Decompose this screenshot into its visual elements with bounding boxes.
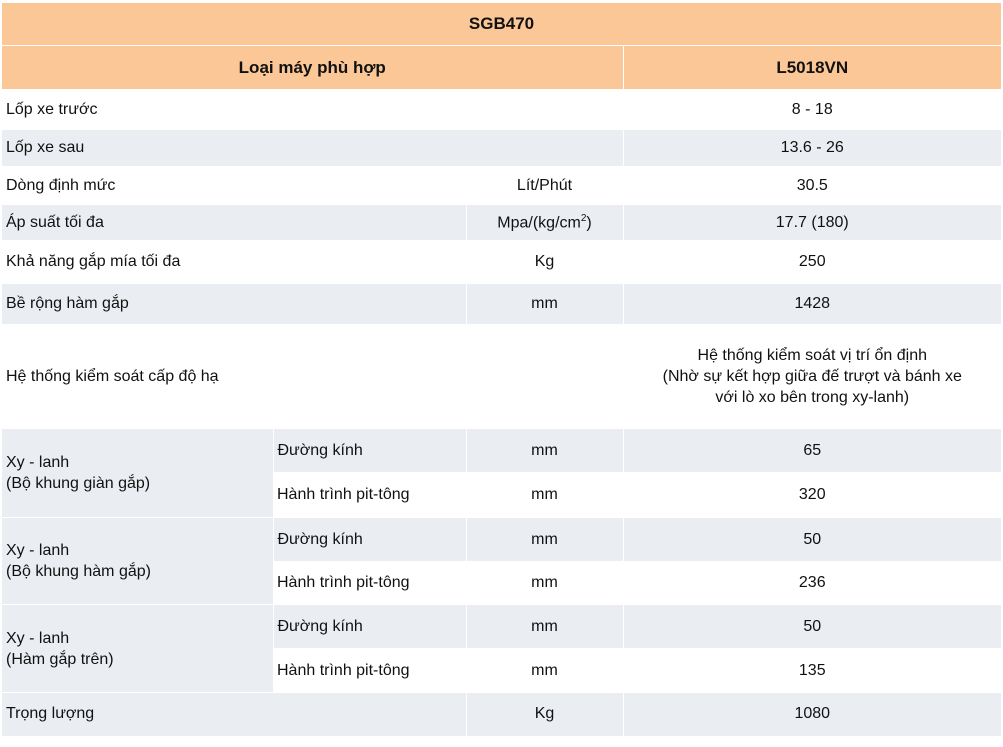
header-value: L5018VN: [623, 46, 1001, 90]
row-unit: Lít/Phút: [466, 167, 623, 205]
row-value: 30.5: [623, 167, 1001, 205]
table-row: [2, 130, 1001, 167]
row-value: 236: [623, 562, 1001, 605]
row-unit: mm: [466, 518, 623, 562]
row-unit: mm: [466, 562, 623, 605]
row-label: Hành trình pit-tông: [273, 473, 466, 518]
cylinder-label-line: Xy - lanh: [6, 454, 70, 471]
table-row: [2, 429, 1001, 473]
row-label: Hệ thống kiểm soát cấp độ hạ: [2, 325, 623, 429]
cylinder-label: [2, 605, 273, 693]
value-line: Hệ thống kiểm soát vị trí ổn định: [697, 347, 927, 364]
header-row: [2, 46, 1001, 90]
row-label: Hành trình pit-tông: [273, 649, 466, 693]
unit-base: Mpa/(kg/cm: [497, 214, 581, 232]
value-line: với lò xo bên trong xy-lanh): [715, 389, 910, 406]
row-label: Lốp xe sau: [2, 130, 623, 167]
cylinder-label: [2, 518, 273, 605]
row-label: Đường kính: [273, 429, 466, 473]
row-label: Khả năng gắp mía tối đa: [2, 241, 466, 284]
row-label: Trọng lượng: [2, 693, 466, 736]
row-value: 17.7 (180): [623, 205, 1001, 241]
cylinder-label-line: (Bộ khung hàm gắp): [6, 563, 151, 580]
table-row: [2, 693, 1001, 736]
cylinder-label-line: Xy - lanh: [6, 542, 70, 559]
value-line: (Nhờ sự kết hợp giữa đế trượt và bánh xe: [662, 368, 962, 385]
row-label: Áp suất tối đa: [2, 205, 466, 241]
unit-superscript: 2: [580, 212, 587, 224]
unit-close: ): [586, 214, 592, 232]
cylinder-label-line: Xy - lanh: [6, 629, 70, 647]
row-label: Dòng định mức: [2, 167, 466, 205]
spec-table: [2, 2, 1001, 736]
row-value: 135: [623, 649, 1001, 693]
row-value: 250: [623, 241, 1001, 284]
model-row: [2, 3, 1001, 46]
row-unit: [466, 205, 623, 241]
table-row: [2, 167, 1001, 205]
row-value: 1080: [623, 693, 1001, 736]
row-value: [623, 325, 1001, 429]
row-value: 8 - 18: [623, 90, 1001, 130]
row-value: 320: [623, 473, 1001, 518]
row-value: 50: [623, 518, 1001, 562]
row-label: Bề rộng hàm gắp: [2, 284, 466, 325]
model-title: SGB470: [2, 3, 1001, 46]
header-label: Loại máy phù hợp: [2, 46, 623, 90]
row-value: 13.6 - 26: [623, 130, 1001, 167]
row-label: Đường kính: [273, 605, 466, 649]
table-row: [2, 205, 1001, 241]
table-row: [2, 284, 1001, 325]
row-label: Lốp xe trước: [2, 90, 623, 130]
row-value: 65: [623, 429, 1001, 473]
row-label: Hành trình pit-tông: [273, 562, 466, 605]
table-row: [2, 605, 1001, 649]
row-label: Đường kính: [273, 518, 466, 562]
row-value: 1428: [623, 284, 1001, 325]
row-unit: mm: [466, 649, 623, 693]
row-unit: Kg: [466, 693, 623, 736]
row-unit: mm: [466, 473, 623, 518]
table-row: [2, 325, 1001, 429]
row-unit: Kg: [466, 241, 623, 284]
cylinder-label-line: (Bộ khung giàn gắp): [6, 475, 151, 492]
row-unit: mm: [466, 284, 623, 325]
table-row: [2, 241, 1001, 284]
table-row: [2, 90, 1001, 130]
table-row: [2, 518, 1001, 562]
row-value: 50: [623, 605, 1001, 649]
row-unit: mm: [466, 605, 623, 649]
cylinder-label: [2, 429, 273, 518]
row-unit: mm: [466, 429, 623, 473]
cylinder-label-line: (Hàm gắp trên): [6, 650, 114, 668]
